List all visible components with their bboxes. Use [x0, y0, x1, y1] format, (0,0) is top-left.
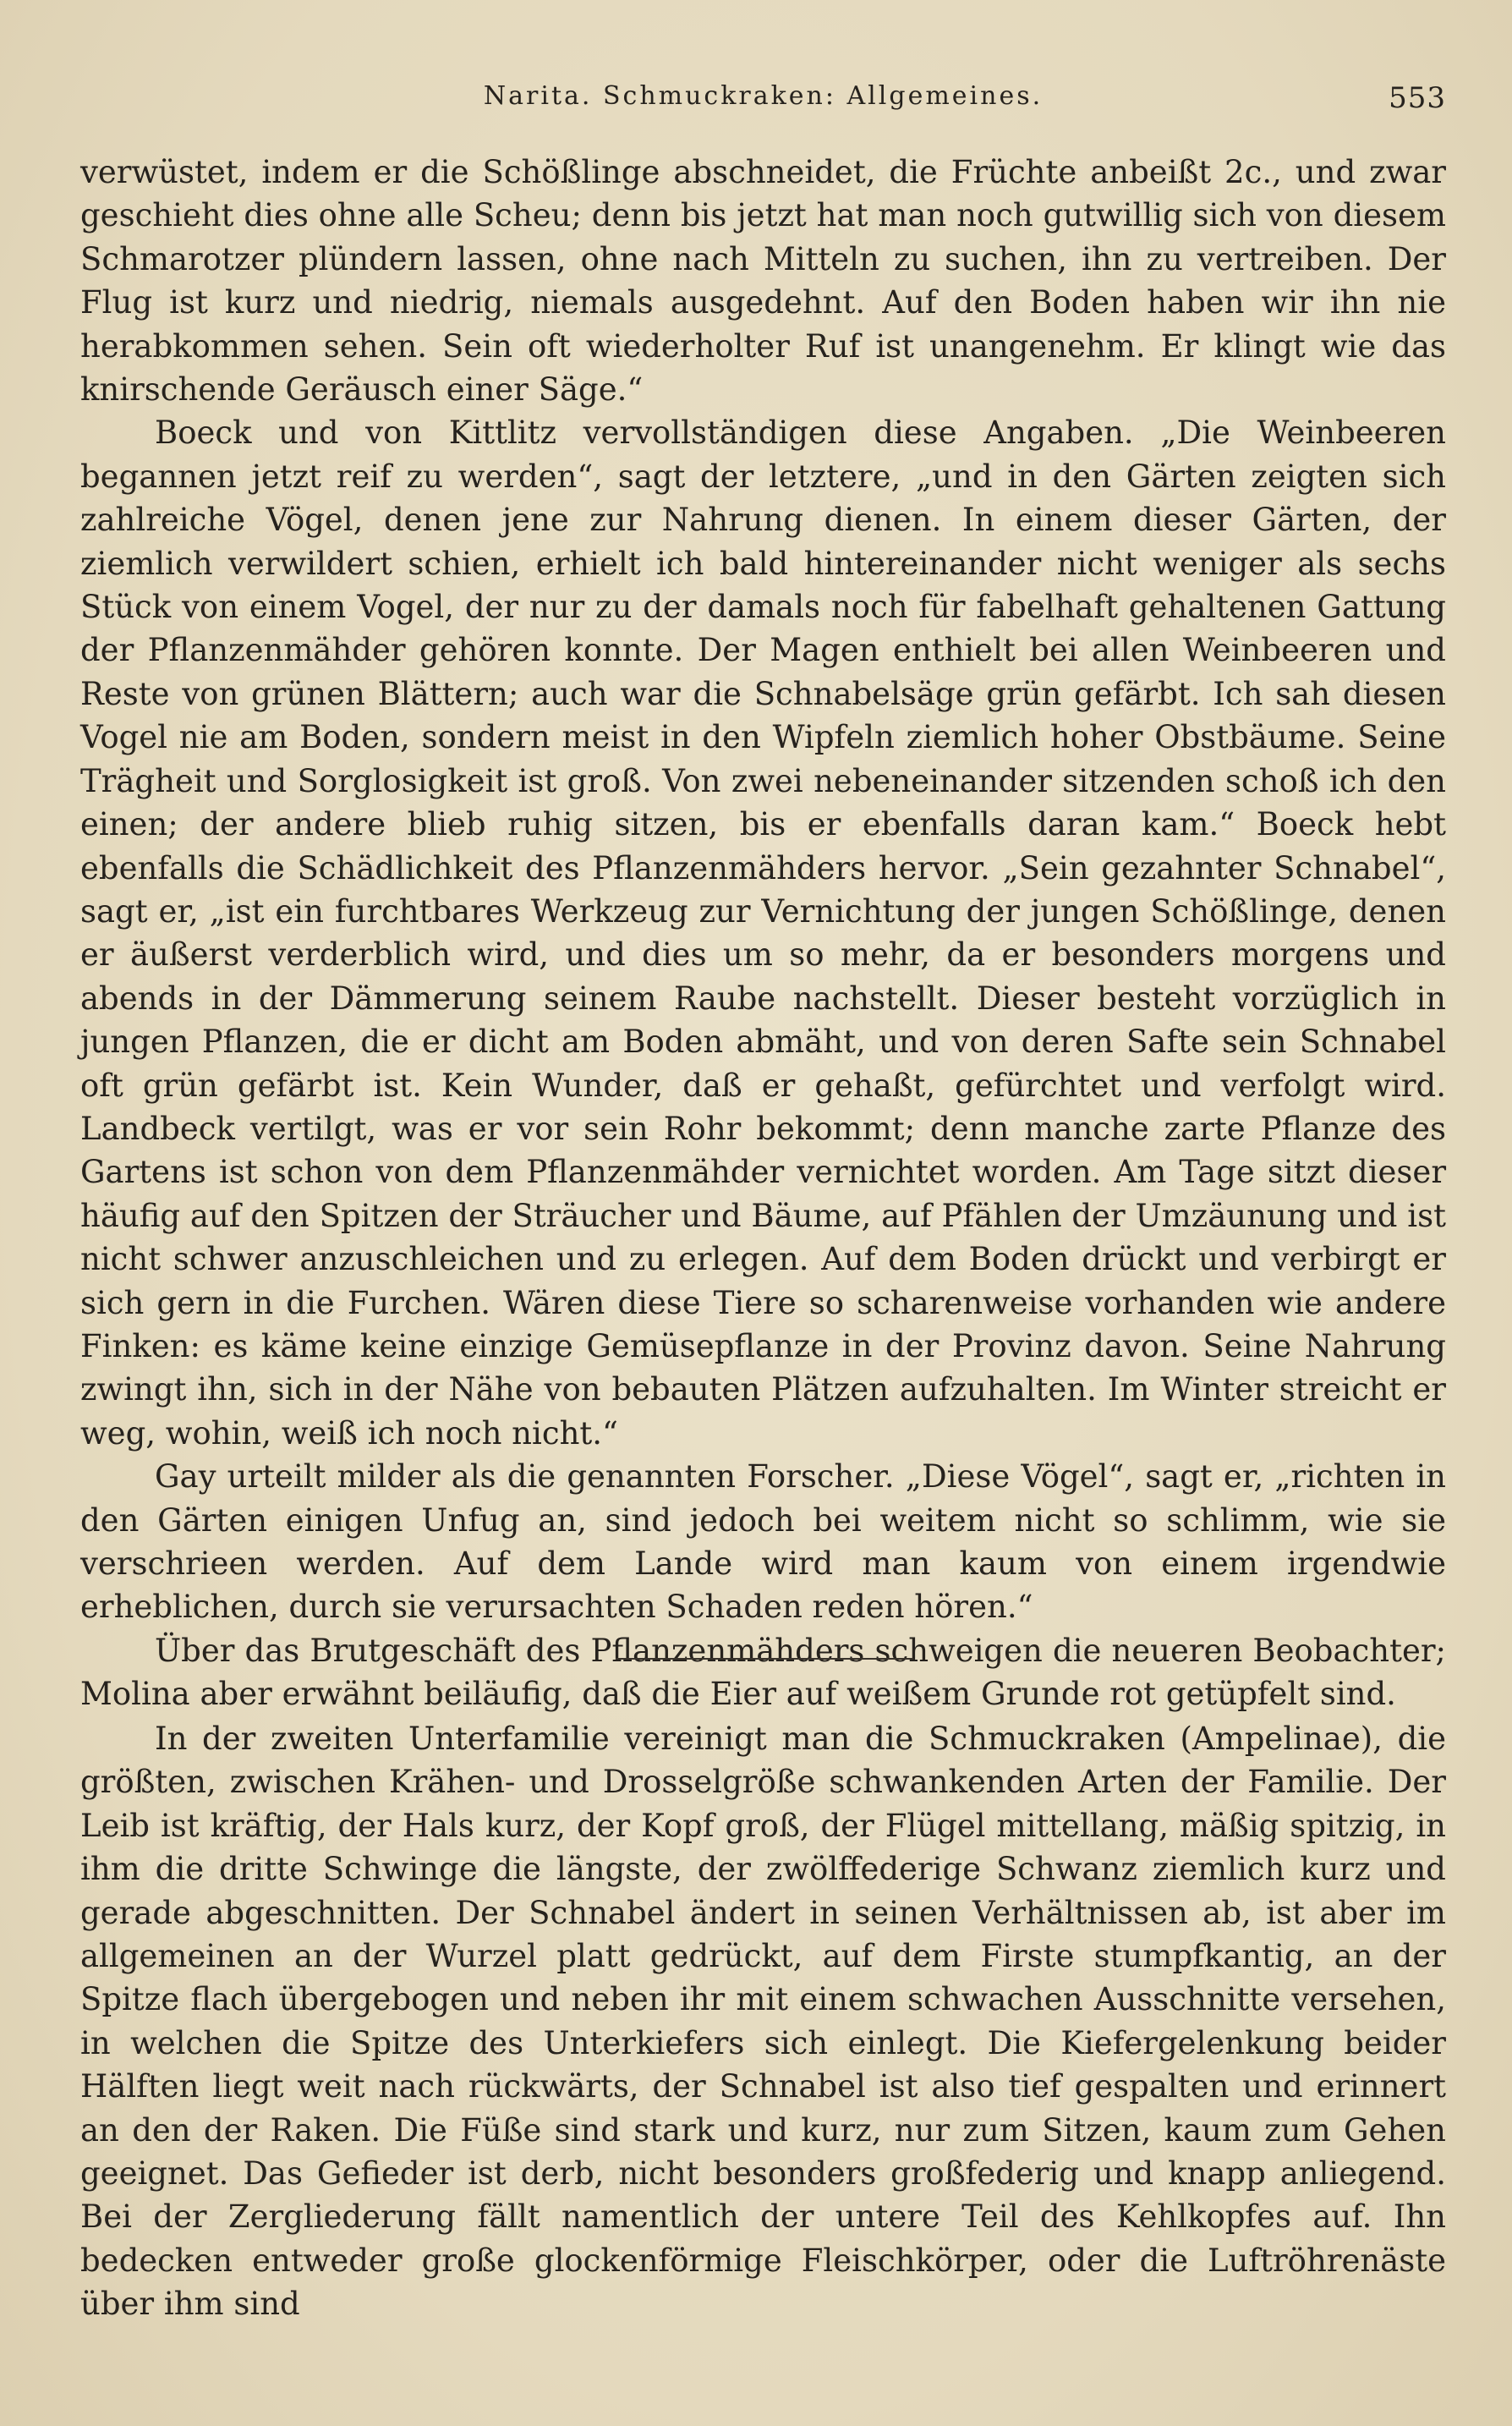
running-head: Narita. Schmuckraken: Allgemeines.: [483, 81, 1044, 111]
page-number: 553: [1389, 81, 1446, 115]
paragraph-brutgeschaeft: Über das Brutgeschäft des Pflanzenmähders schweigen die neueren Beobachter; Molina aber erwähnt beiläufig, daß die Eier auf weißem Grunde rot getüpfelt sind.: [80, 1632, 1446, 1713]
paragraph-continuation: verwüstet, indem er die Schößlinge abschneidet, die Früchte anbeißt 2c., und zwar geschieht dies ohne alle Scheu; denn bis jetzt hat man noch gutwillig sich von diesem Schmarotzer plündern lassen, ohne nach Mitteln zu suchen, ihn zu vertreiben. Der Flug ist kurz und niedrig, niemals ausgedehnt. Auf den Boden haben wir ihn nie herabkommen sehen. Sein oft wiederholter Ruf ist unangenehm. Er klingt wie das knirschende Geräusch einer Säge.“: [80, 154, 1446, 409]
paragraph-schmuckraken-intro: In der zweiten Unterfamilie vereinigt man die Schmuckraken (Ampelinae), die größten, zwischen Krähen- und Drosselgröße schwankenden Arten der Familie. Der Leib ist kräftig, der Hals kurz, der Kopf groß, der Flügel mittellang, mäßig spitzig, in ihm die dritte Schwinge die längste, der zwölffederige Schwanz ziemlich kurz und gerade abgeschnitten. Der Schnabel ändert in seinen Verhältnissen ab, ist aber im allgemeinen an der Wurzel platt gedrückt, auf dem Firste stumpfkantig, an der Spitze flach übergebogen und neben ihr mit einem schwachen Ausschnitte versehen, in welchen die Spitze des Unterkiefers sich einlegt. Die Kiefergelenkung beider Hälften liegt weit nach rückwärts, der Schnabel ist also tief gespalten und erinnert an den der Raken. Die Füße sind stark und kurz, nur zum Sitzen, kaum zum Gehen geeignet. Das Gefieder ist derb, nicht besonders großfederig und knapp anliegend. Bei der Zergliederung fällt namentlich der untere Teil des Kehlkopfes auf. Ihn bedecken entweder große glockenförmige Fleischkörper, oder die Luftröhrenäste über ihm sind: [80, 1721, 1446, 2323]
page-header: [80, 81, 1446, 132]
section-pflanzenmaehder-text: [80, 151, 1446, 1716]
section-schmuckraken-text: [80, 1717, 1446, 2326]
section-divider: [616, 1658, 913, 1660]
paragraph-gay: Gay urteilt milder als die genannten Forscher. „Diese Vögel“, sagt er, „richten in den Gärten einigen Unfug an, sind jedoch bei weitem nicht so schlimm, wie sie verschrieen werden. Auf dem Lande wird man kaum von einem irgendwie erheblichen, durch sie verursachten Schaden reden hören.“: [80, 1458, 1446, 1626]
paragraph-boeck-kittlitz: Boeck und von Kittlitz vervollständigen diese Angaben. „Die Weinbeeren begannen jetzt reif zu werden“, sagt der letztere, „und in den Gärten zeigten sich zahlreiche Vögel, denen jene zur Nahrung dienen. In einem dieser Gärten, der ziemlich verwildert schien, erhielt ich bald hintereinander nicht weniger als sechs Stück von einem Vogel, der nur zu der damals noch für fabelhaft gehaltenen Gattung der Pflanzenmähder gehören konnte. Der Magen enthielt bei allen Weinbeeren und Reste von grünen Blättern; auch war die Schnabelsäge grün gefärbt. Ich sah diesen Vogel nie am Boden, sondern meist in den Wipfeln ziemlich hoher Obstbäume. Seine Trägheit und Sorglosigkeit ist groß. Von zwei nebeneinander sitzenden schoß ich den einen; der andere blieb ruhig sitzen, bis er ebenfalls daran kam.“ Boeck hebt ebenfalls die Schädlichkeit des Pflanzenmähders hervor. „Sein gezahnter Schnabel“, sagt er, „ist ein furchtbares Werkzeug zur Vernichtung der jungen Schößlinge, denen er äußerst verderblich wird, und dies um so mehr, da er besonders morgens und abends in der Dämmerung seinem Raube nachstellt. Dieser besteht vorzüglich in jungen Pflanzen, die er dicht am Boden abmäht, und von deren Safte sein Schnabel oft grün gefärbt ist. Kein Wunder, daß er gehaßt, gefürchtet und verfolgt wird. Landbeck vertilgt, was er vor sein Rohr bekommt; denn manche zarte Pflanze des Gartens ist schon von dem Pflanzenmähder vernichtet worden. Am Tage sitzt dieser häufig auf den Spitzen der Sträucher und Bäume, auf Pfählen der Umzäunung und ist nicht schwer anzuschleichen und zu erlegen. Auf dem Boden drückt und verbirgt er sich gern in die Furchen. Wären diese Tiere so scharenweise vorhanden wie andere Finken: es käme keine einzige Gemüsepflanze in der Provinz davon. Seine Nahrung zwingt ihn, sich in der Nähe von bebauten Plätzen aufzuhalten. Im Winter streicht er weg, wohin, weiß ich noch nicht.“: [80, 414, 1446, 1452]
